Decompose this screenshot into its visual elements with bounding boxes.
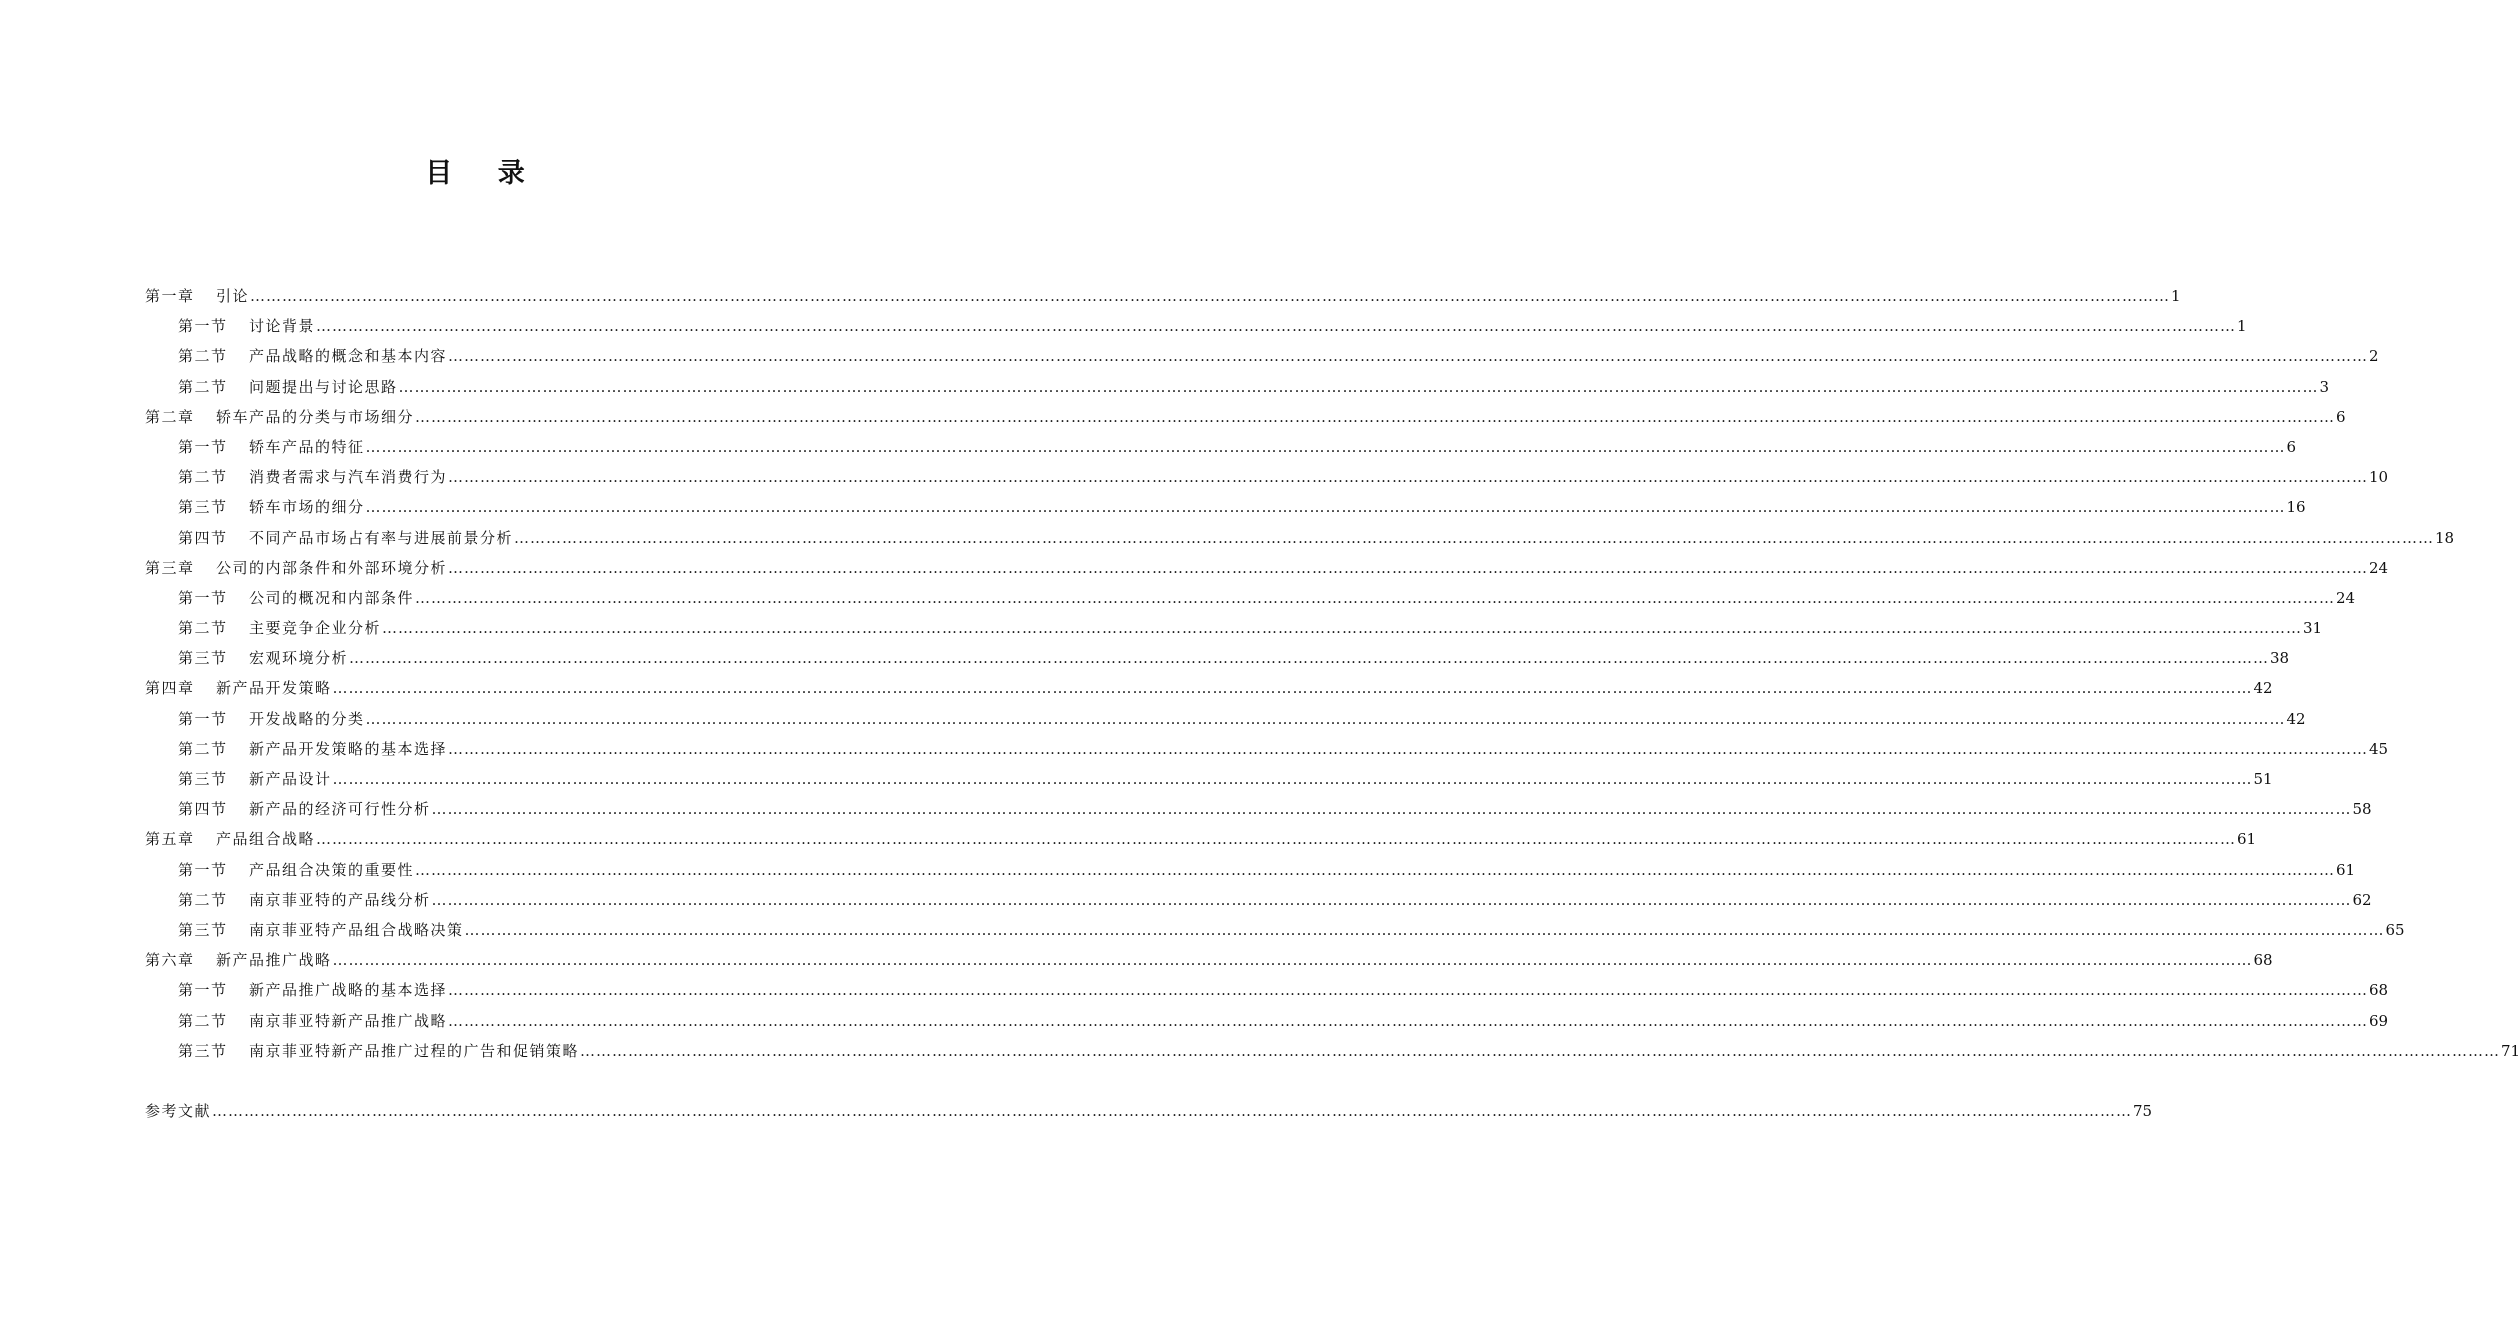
toc-entry-name: 南京菲亚特产品组合战略决策 xyxy=(249,920,464,939)
dot-leader: ……………………………………………………………………………………………………………………………………………………………………………………………………………………………………………………………………………………………………………………………… xyxy=(316,830,2237,849)
toc-entry-name: 新产品推广战略的基本选择 xyxy=(249,981,448,1000)
toc-entry-chapter[interactable] xyxy=(145,673,2273,703)
dot-leader: ……………………………………………………………………………………………………………………………………………………………………………………………………………………………………………………………………………………………………………………………… xyxy=(415,588,2336,607)
toc-entry-page: 62 xyxy=(2352,890,2372,909)
toc-entry-page: 68 xyxy=(2369,981,2389,1000)
toc-entry-name: 公司的概况和内部条件 xyxy=(249,588,415,607)
toc-entry-label: 第四章 xyxy=(145,679,195,698)
toc-entry-name: 不同产品市场占有率与进展前景分析 xyxy=(249,528,514,547)
toc-entry-section[interactable] xyxy=(145,764,2273,794)
toc-entry-section[interactable] xyxy=(145,734,2389,764)
toc-entry-name: 南京菲亚特新产品推广战略 xyxy=(249,1011,448,1030)
toc-entry-label: 第六章 xyxy=(145,951,195,970)
toc-entry-name: 新产品开发策略的基本选择 xyxy=(249,739,448,758)
toc-entry-page: 6 xyxy=(2336,407,2346,426)
toc-entry-page: 45 xyxy=(2369,739,2389,758)
toc-entry-page: 1 xyxy=(2171,287,2181,305)
toc-entry-page: 24 xyxy=(2336,588,2356,607)
dot-leader: ……………………………………………………………………………………………………………………………………………………………………………………………………………………………………………………………………………………………………………………………… xyxy=(212,1101,2133,1120)
dot-leader: ……………………………………………………………………………………………………………………………………………………………………………………………………………………………………………………………………………………………………………………………… xyxy=(332,679,2253,698)
toc-entry-page: 68 xyxy=(2253,951,2273,970)
dot-leader: ……………………………………………………………………………………………………………………………………………………………………………………………………………………………………………………………………………………………………………………………… xyxy=(448,739,2369,758)
dot-leader: ……………………………………………………………………………………………………………………………………………………………………………………………………………………………………………………………………………………………………………………………… xyxy=(415,860,2336,879)
toc-entry-name: 宏观环境分析 xyxy=(249,649,349,668)
toc-entry-page: 38 xyxy=(2270,649,2290,668)
toc-entry-label: 第二节 xyxy=(178,468,228,487)
toc-entry-page: 69 xyxy=(2369,1011,2389,1030)
toc-entry-label: 第四节 xyxy=(178,528,228,547)
toc-entry-page: 58 xyxy=(2352,800,2372,819)
toc-entry-page: 6 xyxy=(2286,437,2297,456)
toc-entry-name: 轿车产品的特征 xyxy=(249,437,365,456)
toc-entry-references[interactable] xyxy=(145,1096,2153,1126)
toc-entry-name: 讨论背景 xyxy=(249,317,316,336)
toc-entry-label: 第三节 xyxy=(178,498,228,517)
dot-leader: ……………………………………………………………………………………………………………………………………………………………………………………………………………………………………………………………………………………………………………………………… xyxy=(382,619,2303,638)
dot-leader: ……………………………………………………………………………………………………………………………………………………………………………………………………………………………………………………………………………………………………………………………… xyxy=(332,770,2253,788)
toc-entry-page: 42 xyxy=(2286,709,2306,728)
toc-entry-page: 75 xyxy=(2133,1101,2153,1120)
toc-entry-label: 第二章 xyxy=(145,407,195,426)
toc-entry-section[interactable] xyxy=(145,704,2306,734)
dot-leader: ……………………………………………………………………………………………………………………………………………………………………………………………………………………………………………………………………………………………………………………………… xyxy=(398,377,2319,396)
toc-entry-chapter[interactable] xyxy=(145,281,2181,311)
toc-entry-name: 新产品设计 xyxy=(249,770,332,788)
toc-entry-label: 第一节 xyxy=(178,588,228,607)
dot-leader: ……………………………………………………………………………………………………………………………………………………………………………………………………………………………………………………………………………………………………………………………… xyxy=(448,981,2369,1000)
dot-leader: ……………………………………………………………………………………………………………………………………………………………………………………………………………………………………………………………………………………………………………………………… xyxy=(448,1011,2369,1030)
toc-entry-page: 10 xyxy=(2369,468,2389,487)
toc-entry-section[interactable] xyxy=(145,462,2389,492)
table-of-contents xyxy=(145,281,2520,1126)
dot-leader: ……………………………………………………………………………………………………………………………………………………………………………………………………………………………………………………………………………………………………………………………… xyxy=(448,468,2369,487)
dot-leader: ……………………………………………………………………………………………………………………………………………………………………………………………………………………………………………………………………………………………………………………………… xyxy=(448,347,2369,366)
dot-leader: ……………………………………………………………………………………………………………………………………………………………………………………………………………………………………………………………………………………………………………………………… xyxy=(514,528,2435,547)
toc-entry-chapter[interactable] xyxy=(145,824,2257,854)
dot-leader: ……………………………………………………………………………………………………………………………………………………………………………………………………………………………………………………………………………………………………………………………… xyxy=(349,649,2270,668)
toc-entry-label: 第三节 xyxy=(178,649,228,668)
toc-entry-section[interactable] xyxy=(145,885,2372,915)
toc-entry-section[interactable] xyxy=(145,1006,2389,1036)
page-title: 目 录 xyxy=(425,158,543,189)
toc-entry-page: 16 xyxy=(2286,498,2306,517)
dot-leader: ……………………………………………………………………………………………………………………………………………………………………………………………………………………………………………………………………………………………………………………………… xyxy=(250,287,2171,305)
toc-entry-section[interactable] xyxy=(145,341,2379,371)
toc-entry-page: 18 xyxy=(2435,528,2455,547)
toc-entry-name: 轿车产品的分类与市场细分 xyxy=(216,407,415,426)
toc-entry-section[interactable] xyxy=(145,794,2372,824)
toc-entry-name: 新产品开发策略 xyxy=(216,679,332,698)
toc-entry-label: 第一节 xyxy=(178,317,228,336)
toc-entry-name: 产品战略的概念和基本内容 xyxy=(249,347,448,366)
toc-entry-label: 第一节 xyxy=(178,860,228,879)
dot-leader: ……………………………………………………………………………………………………………………………………………………………………………………………………………………………………………………………………………………………………………………………… xyxy=(316,317,2237,336)
toc-entry-label: 第一节 xyxy=(178,437,228,456)
toc-entry-label: 第二节 xyxy=(178,377,228,396)
dot-leader: ……………………………………………………………………………………………………………………………………………………………………………………………………………………………………………………………………………………………………………………………… xyxy=(464,920,2385,939)
toc-entry-label: 第三节 xyxy=(178,1041,228,1060)
dot-leader: ……………………………………………………………………………………………………………………………………………………………………………………………………………………………………………………………………………………………………………………………… xyxy=(365,709,2286,728)
toc-entry-section[interactable] xyxy=(145,492,2306,522)
toc-entry-page: 65 xyxy=(2385,920,2405,939)
toc-entry-label: 第一节 xyxy=(178,981,228,1000)
toc-entry-name: 轿车市场的细分 xyxy=(249,498,365,517)
toc-entry-name: 产品组合决策的重要性 xyxy=(249,860,415,879)
toc-entry-name: 新产品的经济可行性分析 xyxy=(249,800,431,819)
toc-entry-page: 31 xyxy=(2303,619,2323,638)
toc-entry-page: 61 xyxy=(2336,860,2356,879)
toc-entry-label: 第四节 xyxy=(178,800,228,819)
toc-entry-name: 消费者需求与汽车消费行为 xyxy=(249,468,448,487)
toc-entry-name: 开发战略的分类 xyxy=(249,709,365,728)
toc-entry-section[interactable] xyxy=(145,643,2290,673)
toc-entry-label: 第一章 xyxy=(145,287,195,305)
toc-entry-section[interactable] xyxy=(145,583,2356,613)
toc-entry-label: 第三节 xyxy=(178,920,228,939)
toc-entry-page: 51 xyxy=(2253,770,2273,788)
dot-leader: ……………………………………………………………………………………………………………………………………………………………………………………………………………………………………………………………………………………………………………………………… xyxy=(365,437,2286,456)
toc-entry-section[interactable] xyxy=(145,372,2330,402)
toc-entry-name: 主要竞争企业分析 xyxy=(249,619,382,638)
dot-leader: ……………………………………………………………………………………………………………………………………………………………………………………………………………………………………………………………………………………………………………………………… xyxy=(431,800,2352,819)
toc-entry-label: 第二节 xyxy=(178,619,228,638)
dot-leader: ……………………………………………………………………………………………………………………………………………………………………………………………………………………………………………………………………………………………………………………………… xyxy=(448,558,2369,577)
toc-entry-section[interactable] xyxy=(145,975,2389,1005)
dot-leader: ……………………………………………………………………………………………………………………………………………………………………………………………………………………………………………………………………………………………………………………………… xyxy=(332,951,2253,970)
toc-entry-label: 第三章 xyxy=(145,558,195,577)
toc-entry-section[interactable] xyxy=(145,432,2297,462)
toc-entry-name: 公司的内部条件和外部环境分析 xyxy=(216,558,448,577)
toc-entry-page: 42 xyxy=(2253,679,2273,698)
toc-entry-name: 产品组合战略 xyxy=(216,830,316,849)
toc-entry-name: 新产品推广战略 xyxy=(216,951,332,970)
toc-entry-label: 第五章 xyxy=(145,830,195,849)
dot-leader: ……………………………………………………………………………………………………………………………………………………………………………………………………………………………………………………………………………………………………………………………… xyxy=(365,498,2286,517)
toc-entry-page: 71 xyxy=(2501,1041,2520,1060)
dot-leader: ……………………………………………………………………………………………………………………………………………………………………………………………………………………………………………………………………………………………………………………………… xyxy=(431,890,2352,909)
toc-entry-name: 南京菲亚特新产品推广过程的广告和促销策略 xyxy=(249,1041,580,1060)
toc-entry-chapter[interactable] xyxy=(145,945,2273,975)
toc-entry-label: 第二节 xyxy=(178,739,228,758)
dot-leader: ……………………………………………………………………………………………………………………………………………………………………………………………………………………………………………………………………………………………………………………………… xyxy=(580,1041,2501,1060)
toc-entry-section[interactable] xyxy=(145,613,2323,643)
toc-entry-label: 第三节 xyxy=(178,770,228,788)
toc-entry-section[interactable] xyxy=(145,855,2356,885)
dot-leader: ……………………………………………………………………………………………………………………………………………………………………………………………………………………………………………………………………………………………………………………………… xyxy=(415,407,2336,426)
toc-entry-chapter[interactable] xyxy=(145,553,2389,583)
toc-entry-label: 第一节 xyxy=(178,709,228,728)
toc-entry-section[interactable] xyxy=(145,915,2405,945)
toc-entry-label: 第二节 xyxy=(178,347,228,366)
toc-entry-label: 第二节 xyxy=(178,1011,228,1030)
toc-entry-name: 引论 xyxy=(216,287,250,305)
toc-entry-section[interactable] xyxy=(145,1036,2520,1066)
toc-entry-chapter[interactable] xyxy=(145,402,2346,432)
toc-entry-page: 3 xyxy=(2319,377,2330,396)
toc-entry-section[interactable] xyxy=(145,523,2455,553)
toc-entry-name: 南京菲亚特的产品线分析 xyxy=(249,890,431,909)
toc-entry-page: 24 xyxy=(2369,558,2389,577)
toc-entry-name: 参考文献 xyxy=(145,1101,212,1120)
toc-entry-page: 61 xyxy=(2237,830,2257,849)
toc-entry-page: 1 xyxy=(2237,317,2247,336)
toc-entry-section[interactable] xyxy=(145,311,2247,341)
toc-entry-name: 问题提出与讨论思路 xyxy=(249,377,398,396)
toc-entry-page: 2 xyxy=(2369,347,2379,366)
toc-entry-label: 第二节 xyxy=(178,890,228,909)
